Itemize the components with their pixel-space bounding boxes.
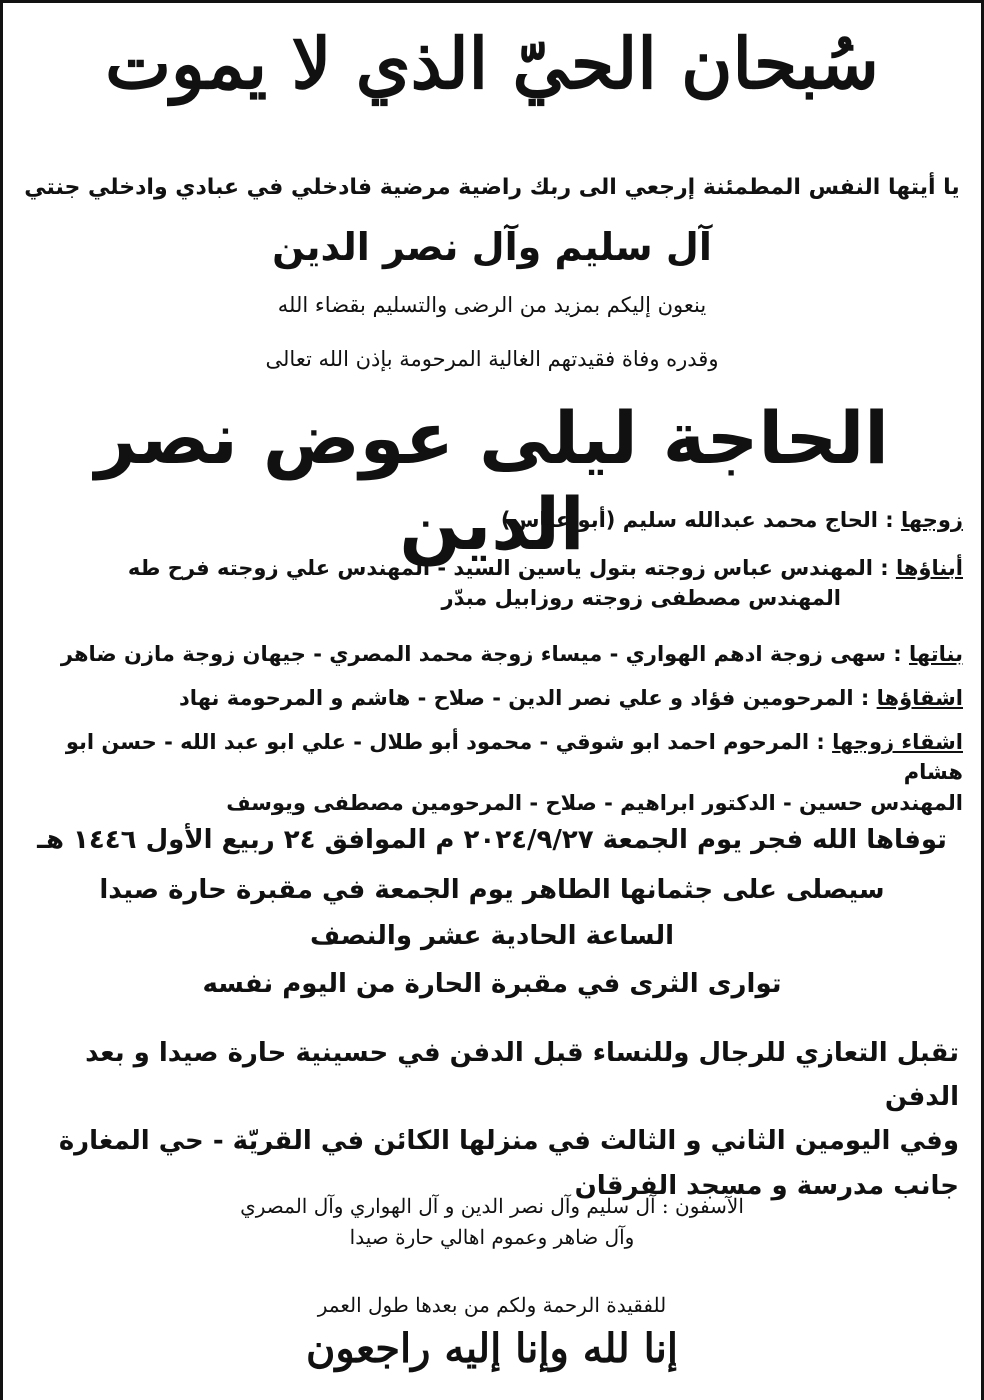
siblings-text: المرحومين فؤاد و علي نصر الدين - صلاح - هاشم و المرحومة نهاد [179, 686, 854, 710]
footer-calligraphy: إنا لله وإنا إليه راجعون [305, 1325, 679, 1372]
announcement-line-1: ينعون إليكم بمزيد من الرضى والتسليم بقضاء الله [277, 293, 707, 317]
husband-text: الحاج محمد عبدالله سليم (أبو عباس) [500, 508, 878, 532]
siblings-label: اشقاؤها [876, 686, 963, 710]
header-calligraphy: سُبحان الحيّ الذي لا يموت [105, 22, 879, 105]
prayer-line-1: سيصلى على جثمانها الطاهر يوم الجمعة في مقبرة حارة صيدا [99, 875, 885, 905]
death-date: توفاها الله فجر يوم الجمعة ٢٠٢٤/٩/٢٧ م الموافق ٢٤ ربيع الأول ١٤٤٦ هـ [37, 825, 947, 855]
condolences-line: جانب مدرسة و مسجد الفرقان [574, 1170, 959, 1201]
mourners-line-1: الآسفون : آل سليم وآل نصر الدين و آل الهواري وآل المصري [240, 1194, 744, 1218]
husband-siblings-line-1: المرحوم احمد ابو شوقي - محمود أبو طلال - علي ابو عبد الله - حسن ابو هشام [65, 730, 963, 785]
husband-siblings-label: اشقاء زوجها [832, 730, 963, 754]
mourners-block [3, 1191, 981, 1253]
announcement-line-2: وقدره وفاة فقيدتهم الغالية المرحومة بإذن الله تعالى [265, 347, 719, 371]
daughters-text: سهى زوجة ادهم الهواري - ميساء زوجة محمد المصري - جيهان زوجة مازن ضاهر [60, 642, 886, 666]
sons-line-1: المهندس عباس زوجته بتول ياسين السيد - المهندس علي زوجته فرح طه [127, 556, 873, 580]
deceased-name: الحاجة ليلى عوض نصر الدين [94, 396, 889, 567]
mourners-line-2: وآل ضاهر وعموم اهالي حارة صيدا [349, 1225, 635, 1249]
condolences-line: تقبل التعازي للرجال وللنساء قبل الدفن في حسينية حارة صيدا و بعد الدفن [85, 1038, 959, 1113]
daughters-row: بناتها : سهى زوجة ادهم الهواري - ميساء زوجة محمد المصري - جيهان زوجة مازن ضاهر [60, 642, 963, 666]
sons-line-2: المهندس مصطفى زوجته روزابيل مبدّر [441, 586, 841, 611]
daughters-label: بناتها [909, 642, 963, 666]
farewell-text: للفقيدة الرحمة ولكم من بعدها طول العمر [317, 1293, 667, 1317]
husband-row: زوجها : الحاج محمد عبدالله سليم (أبو عباس) [500, 508, 963, 532]
husband-siblings-line-2: المهندس حسين - الدكتور ابراهيم - صلاح - المرحومين مصطفى ويوسف [226, 790, 963, 815]
husband-siblings-row: اشقاء زوجها : المرحوم احمد ابو شوقي - محمود أبو طلال - علي ابو عبد الله - حسن ابو هشام المهندس حسين - الدكتور ابراهيم - صلاح - المرحومين مصطفى ويوسف [21, 727, 963, 818]
sons-row: أبناؤها : المهندس عباس زوجته بتول ياسين السيد - المهندس علي زوجته فرح طه المهندس مصطفى زوجته روزابيل مبدّر [21, 553, 963, 614]
condolences-line: وفي اليومين الثاني و الثالث في منزلها الكائن في القريّة - حي المغارة [58, 1126, 959, 1157]
family-name: آل سليم وآل نصر الدين [272, 225, 712, 269]
siblings-row: اشقاؤها : المرحومين فؤاد و علي نصر الدين - صلاح - هاشم و المرحومة نهاد [179, 686, 963, 710]
condolences-block [25, 1031, 959, 1208]
quran-verse: يا أيتها النفس المطمئنة إرجعي الى ربك راضية مرضية فادخلي في عبادي وادخلي جنتي [24, 175, 960, 200]
sons-label: أبناؤها [895, 556, 963, 580]
husband-label: زوجها [900, 508, 963, 532]
burial-info: توارى الثرى في مقبرة الحارة من اليوم نفسه [202, 969, 782, 999]
prayer-line-2: الساعة الحادية عشر والنصف [309, 921, 675, 951]
